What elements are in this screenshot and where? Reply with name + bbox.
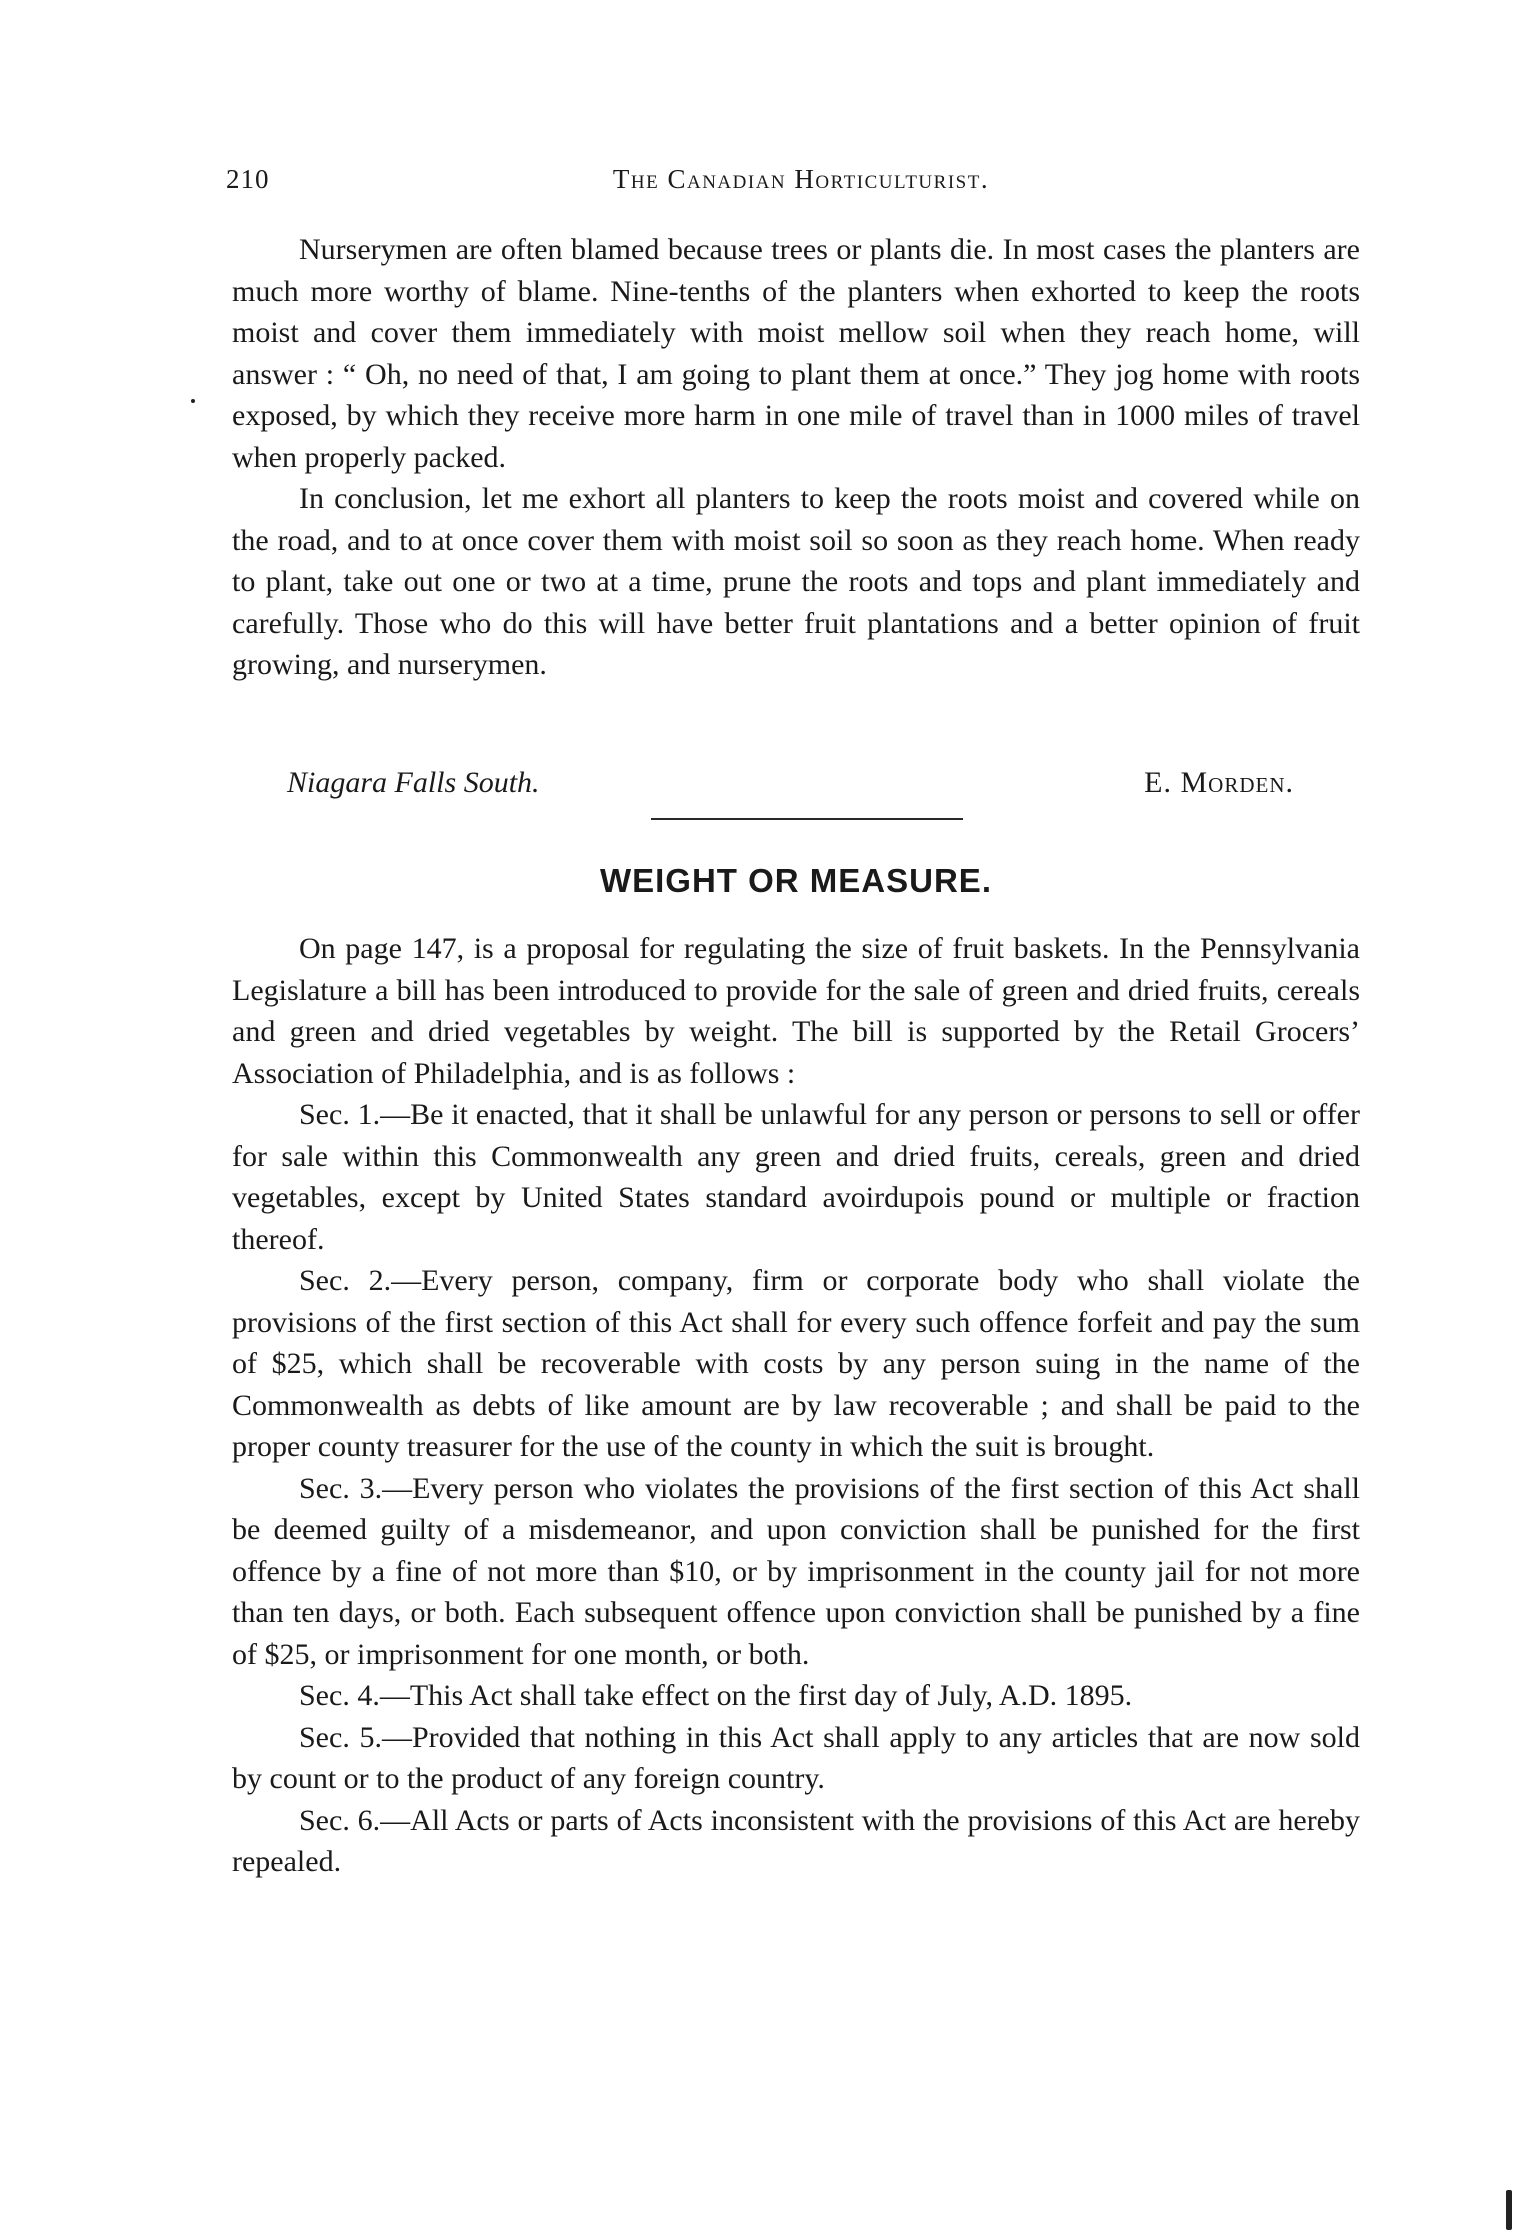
previous-article-body (232, 229, 1360, 686)
ink-mark (1506, 2190, 1512, 2230)
paragraph-section-1: Sec. 1.—Be it enacted, that it shall be unlawful for any person or persons to sell or offer for sale within this Commonwealth any green and dried fruits, cereals, green and dried vegetables, except by United States standard avoirdupois pound or multiple or fraction thereof. (232, 1098, 1360, 1256)
page-header (226, 164, 1376, 204)
paragraph-section-5: Sec. 5.—Provided that nothing in this Act shall apply to any articles that are now sold by count or to the product of any foreign country. (232, 1720, 1360, 1795)
article-signature (232, 766, 1360, 808)
signature-place: Niagara Falls South. (287, 766, 540, 799)
running-title: The Canadian Horticulturist. (612, 164, 990, 194)
paragraph: Nurserymen are often blamed because trees or plants die. In most cases the planters are much more worthy of blame. Nine-tenths of the planters when exhorted to keep the roots moist and cover them immediately with moist mellow soil when they reach home, will answer : “ Oh, no need of that, I am going to plant them at once.” They jog home with roots exposed, by which they receive more harm in one mile of travel than in 1000 miles of travel when properly packed. (232, 233, 1360, 474)
paragraph: On page 147, is a proposal for regulating the size of fruit baskets. In the Pennsylvania Legislature a bill has been introduced to provide for the sale of green and dried fruits, cereals and green and dried vegetables by weight. The bill is supported by the Retail Grocers’ Association of Philadelphia, and is as follows : (232, 932, 1360, 1090)
ink-speck (191, 399, 195, 403)
section-divider (651, 818, 963, 820)
article-body (232, 928, 1360, 1883)
paragraph-section-6: Sec. 6.—All Acts or parts of Acts inconsistent with the provisions of this Act are hereby repealed. (232, 1803, 1360, 1878)
page-number: 210 (226, 164, 270, 194)
signature-author: E. Morden. (1144, 766, 1294, 799)
paragraph: In conclusion, let me exhort all planters to keep the roots moist and covered while on the road, and to at once cover them with moist soil so soon as they reach home. When ready to plant, take out one or two at a time, prune the roots and tops and plant immediately and carefully. Those who do this will have better fruit plantations and a better opinion of fruit growing, and nurserymen. (232, 482, 1360, 681)
paragraph-section-4: Sec. 4.—This Act shall take effect on the first day of July, A.D. 1895. (299, 1679, 1133, 1712)
article-heading: WEIGHT OR MEASURE. (599, 862, 992, 899)
paragraph-section-3: Sec. 3.—Every person who violates the provisions of the first section of this Act shall be deemed guilty of a misdemeanor, and upon conviction shall be punished for the first offence by a fine of not more than $10, or by imprisonment in the county jail for not more than ten days, or both. Each subsequent offence upon conviction shall be punished by a fine of $25, or imprisonment for one month, or both. (232, 1471, 1360, 1671)
paragraph-section-2: Sec. 2.—Every person, company, firm or corporate body who shall violate the provisions of the first section of this Act shall for every such offence forfeit and pay the sum of $25, which shall be recoverable with costs by any person suing in the name of the Commonwealth as debts of like amount are by law recoverable ; and shall be paid to the proper county treasurer for the use of the county in which the suit is brought. (232, 1264, 1360, 1463)
